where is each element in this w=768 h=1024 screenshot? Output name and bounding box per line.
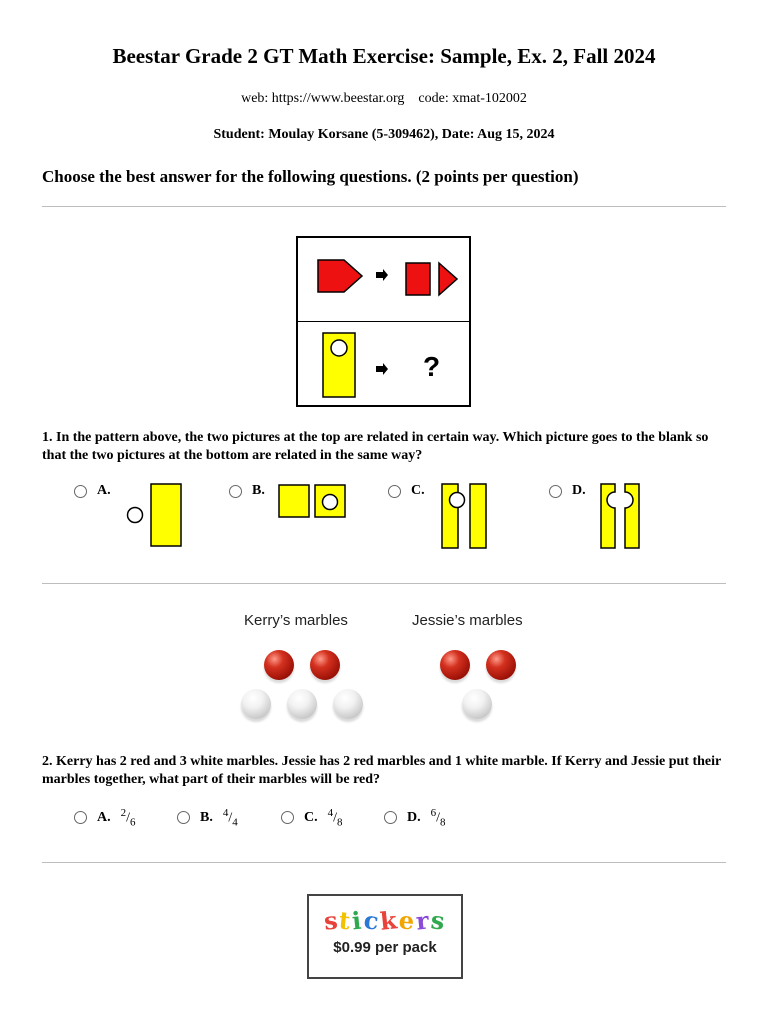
q1-option-b[interactable] bbox=[229, 483, 265, 499]
white-marble bbox=[333, 689, 363, 719]
q1-option-c-figure bbox=[438, 482, 492, 552]
option-label: C. bbox=[411, 483, 425, 498]
instructions: Choose the best answer for the following questions. (2 points per question) bbox=[42, 167, 579, 186]
sticker-letter: c bbox=[362, 905, 382, 936]
pattern-question-mark: ? bbox=[423, 351, 441, 382]
arrow-icon bbox=[376, 269, 388, 281]
circle-hole-shape bbox=[331, 340, 347, 356]
fraction: $^6/_8$ bbox=[430, 807, 446, 829]
red-marble bbox=[486, 650, 516, 680]
divider bbox=[42, 583, 726, 584]
q1-option-a-figure bbox=[125, 482, 185, 550]
divider bbox=[42, 862, 726, 863]
sticker-letter: t bbox=[337, 905, 354, 936]
q2-option-d[interactable] bbox=[384, 807, 446, 828]
sticker-letter: s bbox=[429, 905, 448, 936]
pattern-divider bbox=[298, 321, 469, 322]
student-line: Student: Moulay Korsane (5-309462), Date: Aug 15, 2024 bbox=[213, 127, 555, 142]
fraction: $^4/_8$ bbox=[327, 807, 343, 829]
red-pentagon-shape bbox=[318, 260, 362, 292]
option-label: D. bbox=[572, 483, 586, 498]
divider bbox=[42, 206, 726, 207]
radio-button[interactable] bbox=[384, 811, 397, 824]
fraction: $^2/_6$ bbox=[120, 807, 136, 829]
red-marble bbox=[310, 650, 340, 680]
sticker-letter: i bbox=[350, 905, 365, 936]
q2-option-b[interactable] bbox=[177, 807, 238, 828]
red-triangle-shape bbox=[439, 263, 457, 295]
website-text: web: https://www.beestar.org bbox=[241, 91, 405, 106]
sticker-letter: s bbox=[322, 905, 341, 936]
jessie-marbles-label: Jessie’s marbles bbox=[412, 612, 523, 629]
worksheet-title: Beestar Grade 2 GT Math Exercise: Sample, Ex. 2, Fall 2024 bbox=[112, 44, 656, 68]
option-label: A. bbox=[97, 809, 111, 825]
radio-button[interactable] bbox=[229, 485, 242, 498]
fraction: $^4/_4$ bbox=[222, 807, 238, 829]
red-marble bbox=[440, 650, 470, 680]
red-rect-shape bbox=[406, 263, 430, 295]
q2-option-c[interactable] bbox=[281, 807, 343, 828]
radio-button[interactable] bbox=[74, 485, 87, 498]
stickers-logo bbox=[309, 906, 461, 935]
white-marble bbox=[241, 689, 271, 719]
option-label: B. bbox=[200, 809, 213, 825]
white-marble bbox=[462, 689, 492, 719]
red-marble bbox=[264, 650, 294, 680]
q2-option-a[interactable] bbox=[74, 807, 136, 828]
stickers-ad[interactable] bbox=[307, 894, 463, 979]
q1-option-b-figure bbox=[277, 482, 349, 522]
sticker-letter: r bbox=[414, 905, 433, 936]
q1-option-d[interactable] bbox=[549, 483, 586, 499]
q1-option-c[interactable] bbox=[388, 483, 425, 499]
web-line bbox=[0, 91, 768, 107]
option-label: D. bbox=[407, 809, 421, 825]
radio-button[interactable] bbox=[388, 485, 401, 498]
radio-button[interactable] bbox=[177, 811, 190, 824]
arrow-icon bbox=[376, 363, 388, 375]
sticker-letter: k bbox=[378, 905, 401, 936]
pattern-figure bbox=[296, 236, 471, 407]
kerry-marbles-label: Kerry’s marbles bbox=[244, 612, 348, 629]
option-label: A. bbox=[97, 483, 111, 498]
stickers-price: $0.99 per pack bbox=[333, 939, 437, 956]
radio-button[interactable] bbox=[74, 811, 87, 824]
code-text: code: xmat-102002 bbox=[418, 91, 527, 106]
q1-option-d-figure bbox=[598, 482, 644, 552]
option-label: C. bbox=[304, 809, 318, 825]
option-label: B. bbox=[252, 483, 265, 498]
radio-button[interactable] bbox=[549, 485, 562, 498]
q1-option-a[interactable] bbox=[74, 483, 111, 499]
sticker-letter: e bbox=[397, 905, 418, 936]
question-2-text: 2. Kerry has 2 red and 3 white marbles. Jessie has 2 red marbles and 1 white marble. If Kerry and Jessie put their marbles together, what part of their marbles will be red? bbox=[42, 754, 721, 787]
question-1-text: 1. In the pattern above, the two pictures at the top are related in certain way. Which picture goes to the blank so that the two pictures at the bottom are related in the same way? bbox=[42, 430, 709, 463]
radio-button[interactable] bbox=[281, 811, 294, 824]
white-marble bbox=[287, 689, 317, 719]
